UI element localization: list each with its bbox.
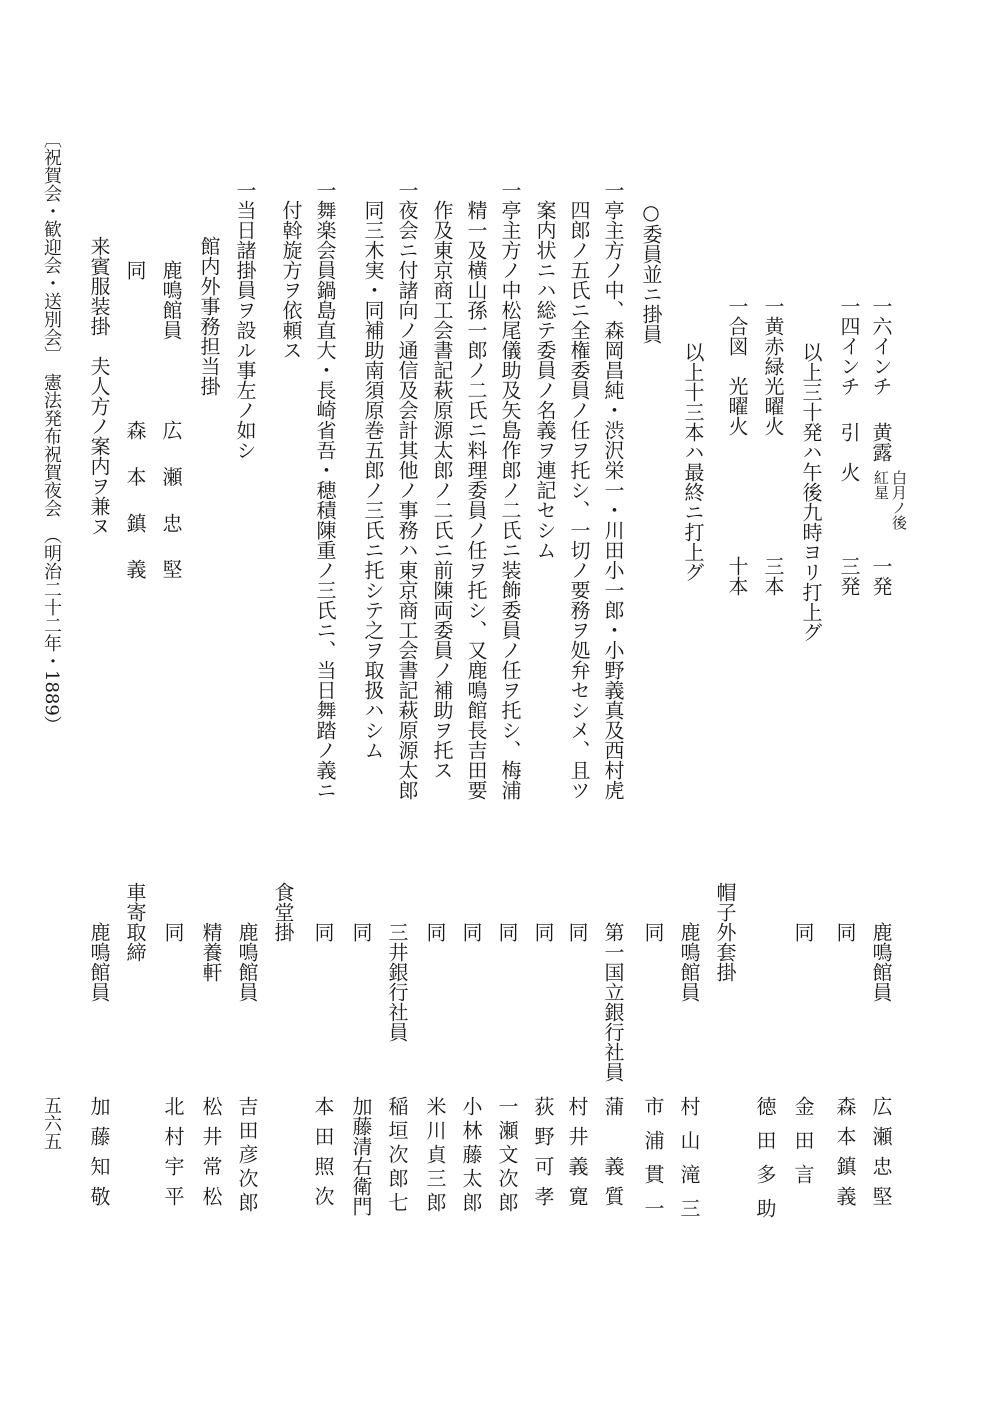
staff-section-heading: 館内外事務担当掛 xyxy=(197,236,221,396)
fw-count: 一発 xyxy=(869,556,893,596)
staff-name: 一瀬文次郎 xyxy=(495,1096,519,1216)
staff-name: 広瀬忠堅 xyxy=(869,1096,893,1216)
staff-name: 松井常松 xyxy=(199,1096,223,1216)
staff-org: 鹿鳴館員 xyxy=(869,922,893,1002)
staff-name: 本田照次 xyxy=(311,1096,335,1216)
paragraph-line: 一亭主方ノ中松尾儀助及矢島作郎ノ二氏ニ装飾委員ノ任ヲ托シ、梅浦 xyxy=(498,180,522,800)
staff-org: 鹿鳴館員 xyxy=(159,260,183,340)
paragraph-line: 同三木実・同補助南須原巻五郎ノ三氏ニ托シテ之ヲ取扱ハシム xyxy=(361,200,385,760)
fw-label: 一黄赤緑光曜火 xyxy=(761,296,785,436)
fw-label: 一合図 光曜火 xyxy=(725,296,749,436)
paragraph-line: 一夜会ニ付諸向ノ通信及会計其他ノ事務ハ東京商工会書記萩原源太郎 xyxy=(395,180,419,800)
staff-name: 荻野可孝 xyxy=(531,1096,555,1216)
staff-section-heading: 食堂掛 xyxy=(271,882,295,942)
paragraph-line: 付斡旋方ヲ依頼ス xyxy=(279,200,303,360)
staff-name: 森本鎮義 xyxy=(833,1096,857,1216)
staff-name: 米川貞三郎 xyxy=(423,1096,447,1216)
paragraph-line: 一舞楽会員鍋島直大・長崎省吾・穂積陳重ノ三氏ニ、当日舞踏ノ義ニ xyxy=(313,180,337,800)
running-footer: 〔祝賀会・歓迎会・送別会〕 憲法発布祝賀夜会 （明治二十二年・1889） xyxy=(41,130,62,734)
fw-label: 一六インチ xyxy=(869,296,893,396)
staff-org: 三井銀行社員 xyxy=(385,922,409,1042)
staff-org: 同 xyxy=(423,922,447,942)
staff-name: 広 瀬 忠 堅 xyxy=(159,420,183,590)
paragraph-line: 精一及横山孫一郎ノ二氏ニ料理委員ノ任ヲ托シ、又鹿鳴館長吉田要 xyxy=(464,200,488,800)
staff-name: 村井義寛 xyxy=(565,1096,589,1216)
fw-name: 黄露 xyxy=(869,422,893,462)
staff-org: 鹿鳴館員 xyxy=(677,922,701,1002)
staff-org: 精養軒 xyxy=(199,922,223,982)
staff-name: 村山滝三 xyxy=(677,1096,701,1232)
staff-org: 同 xyxy=(833,922,857,942)
staff-section-heading: 帽子外套掛 xyxy=(713,882,737,982)
fw-label: 一四インチ xyxy=(837,296,861,396)
staff-section-heading: 車寄取締 xyxy=(123,882,147,962)
staff-name: 加藤知敬 xyxy=(87,1096,111,1216)
staff-org: 鹿鳴館員 xyxy=(235,922,259,1002)
staff-org: 同 xyxy=(161,922,185,942)
staff-name: 蒲 義質 xyxy=(601,1096,625,1216)
paragraph-line: 案内状ニハ総テ委員ノ名義ヲ連記セシム xyxy=(533,200,557,560)
paragraph-line: 作及東京商工会書記萩原源太郎ノ二氏ニ前陳両委員ノ補助ヲ托ス xyxy=(430,200,454,780)
staff-name: 稲垣次郎七 xyxy=(385,1096,409,1216)
paragraph-line: 四郎ノ五氏ニ全権委員ノ任ヲ托シ、一切ノ要務ヲ処弁セシメ、且ツ xyxy=(567,200,591,800)
fw-count: 三本 xyxy=(761,556,785,596)
staff-org: 同 xyxy=(123,260,147,280)
staff-name: 徳田多助 xyxy=(753,1096,777,1232)
staff-name: 市浦貫一 xyxy=(641,1096,665,1232)
staff-name: 金田言 xyxy=(791,1096,815,1198)
staff-name: 小林藤太郎 xyxy=(459,1096,483,1216)
staff-name: 森 本 鎮 義 xyxy=(123,420,147,590)
section-heading: ○委員並ニ掛員 xyxy=(639,200,663,344)
staff-name: 吉田彦次郎 xyxy=(235,1096,259,1216)
staff-name: 加藤清右衛門 xyxy=(349,1096,373,1216)
fw-name: 引 火 xyxy=(837,422,861,482)
staff-org: 同 xyxy=(495,922,519,942)
fw-count: 三発 xyxy=(837,556,861,596)
staff-org: 同 xyxy=(311,922,335,942)
staff-org: 同 xyxy=(531,922,555,942)
staff-org: 同 xyxy=(349,922,373,942)
staff-org: 第一国立銀行社員 xyxy=(601,922,625,1082)
staff-org: 同 xyxy=(565,922,589,942)
staff-org: 同 xyxy=(791,922,815,942)
paragraph-line: 一亭主方ノ中、森岡昌純・渋沢栄一・川田小一郎・小野義真及西村虎 xyxy=(601,180,625,800)
staff-name: 北村宇平 xyxy=(161,1096,185,1216)
fw-summary: 以上十三本ハ最終ニ打上グ xyxy=(681,342,705,582)
staff-org: 同 xyxy=(459,922,483,942)
staff-section-heading: 来賓服装掛 夫人方ノ案内ヲ兼ヌ xyxy=(87,236,111,536)
fw-summary: 以上三十発ハ午後九時ヨリ打上グ xyxy=(799,342,823,642)
fw-count: 十本 xyxy=(725,556,749,596)
staff-org: 鹿鳴館員 xyxy=(87,922,111,1002)
page-number: 五六五 xyxy=(41,1096,62,1150)
staff-org: 同 xyxy=(641,922,665,942)
fw-note: 白月ノ後 紅星 xyxy=(872,470,908,530)
paragraph-line: 一当日諸掛員ヲ設ル事左ノ如シ xyxy=(233,180,257,460)
